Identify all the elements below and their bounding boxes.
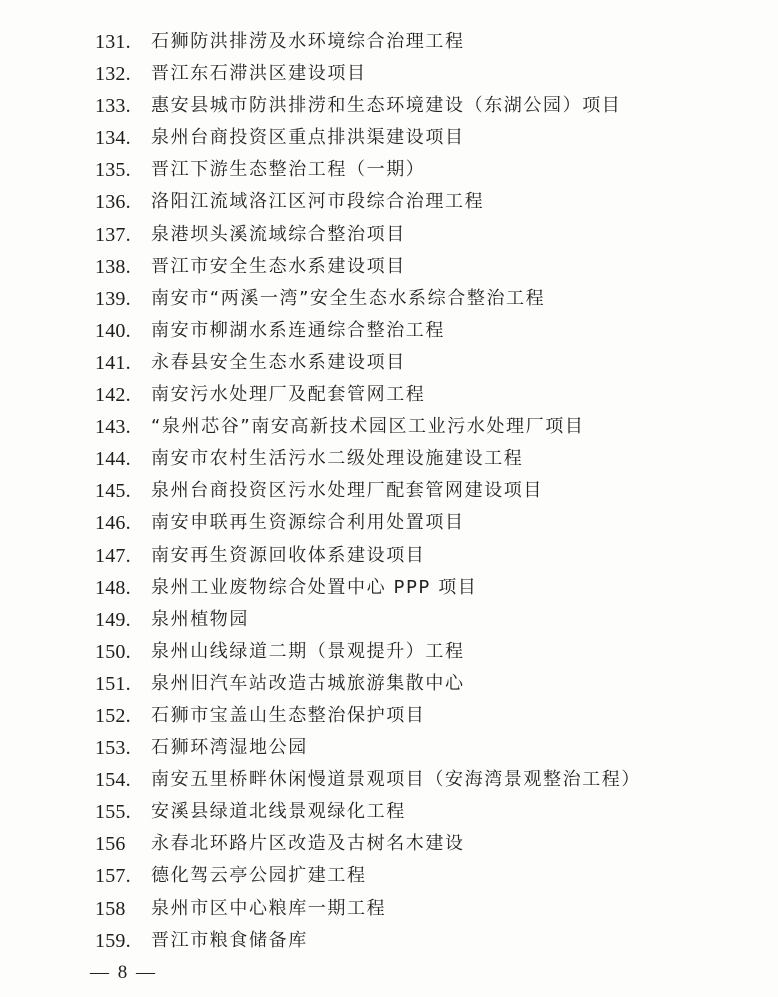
- item-text: 永春北环路片区改造及古树名木建设: [151, 833, 465, 855]
- item-text: 南安市“两溪一湾”安全生态水系综合整治工程: [151, 287, 546, 309]
- list-item: [95, 315, 765, 347]
- page-number: — 8 —: [90, 962, 157, 983]
- item-number: 153.: [95, 737, 131, 760]
- list-item: [95, 379, 765, 411]
- list-item: [95, 251, 765, 283]
- item-text: 泉州市区中心粮库一期工程: [151, 897, 387, 919]
- item-text: 泉州台商投资区重点排洪渠建设项目: [151, 127, 465, 149]
- list-item: [95, 893, 765, 925]
- list-item: [95, 475, 765, 507]
- item-number: 158: [95, 897, 126, 920]
- item-text: 石狮市宝盖山生态整治保护项目: [151, 704, 426, 726]
- list-item: [95, 507, 765, 539]
- list-item: [95, 283, 765, 315]
- item-number: 144.: [95, 448, 131, 471]
- item-number: 140.: [95, 319, 131, 342]
- item-text: 石狮环湾湿地公园: [151, 737, 308, 759]
- item-number: 139.: [95, 287, 131, 310]
- item-number: 138.: [95, 255, 131, 278]
- item-text: 南安申联再生资源综合利用处置项目: [151, 512, 465, 534]
- item-text: 德化驾云亭公园扩建工程: [151, 865, 367, 887]
- item-number: 136.: [95, 191, 131, 214]
- item-text: 南安市农村生活污水二级处理设施建设工程: [151, 448, 524, 470]
- item-number: 147.: [95, 544, 131, 567]
- list-item: [95, 572, 765, 604]
- item-text: “泉州芯谷”南安高新技术园区工业污水处理厂项目: [151, 416, 585, 438]
- item-number: 143.: [95, 416, 131, 439]
- list-item: [95, 636, 765, 668]
- item-text: 安溪县绿道北线景观绿化工程: [151, 801, 406, 823]
- item-text: 洛阳江流域洛江区河市段综合治理工程: [151, 191, 485, 213]
- item-text: 永春县安全生态水系建设项目: [151, 351, 406, 373]
- list-item: [95, 347, 765, 379]
- project-list: [95, 26, 765, 957]
- list-item: [95, 540, 765, 572]
- item-number: 152.: [95, 704, 131, 727]
- item-text: 泉州山线绿道二期（景观提升）工程: [151, 640, 465, 662]
- item-text: 南安五里桥畔休闲慢道景观项目（安海湾景观整治工程）: [151, 769, 641, 791]
- item-number: 133.: [95, 95, 131, 118]
- list-item: [95, 796, 765, 828]
- list-item: [95, 90, 765, 122]
- item-number: 149.: [95, 608, 131, 631]
- list-item: [95, 860, 765, 892]
- item-text: 晋江市安全生态水系建设项目: [151, 255, 406, 277]
- item-number: 157.: [95, 865, 131, 888]
- item-number: 135.: [95, 159, 131, 182]
- item-text: 惠安县城市防洪排涝和生态环境建设（东湖公园）项目: [151, 95, 622, 117]
- list-item: [95, 219, 765, 251]
- list-item: [95, 668, 765, 700]
- item-number: 146.: [95, 512, 131, 535]
- item-number: 141.: [95, 351, 131, 374]
- item-text: 石狮防洪排涝及水环境综合治理工程: [151, 31, 465, 52]
- item-text: 南安再生资源回收体系建设项目: [151, 544, 426, 566]
- list-item: [95, 154, 765, 186]
- list-item: [95, 186, 765, 218]
- item-number: 148.: [95, 576, 131, 599]
- item-text: 泉州台商投资区污水处理厂配套管网建设项目: [151, 480, 543, 502]
- item-number: 137.: [95, 223, 131, 246]
- list-item: [95, 925, 765, 957]
- list-item: [95, 411, 765, 443]
- item-text: 泉港坝头溪流域综合整治项目: [151, 223, 406, 245]
- list-item: [95, 764, 765, 796]
- item-number: 156: [95, 833, 126, 856]
- item-text: 晋江下游生态整治工程（一期）: [151, 159, 426, 181]
- item-number: 134.: [95, 127, 131, 150]
- item-number: 132.: [95, 63, 131, 86]
- item-text: 泉州工业废物综合处置中心 PPP 项目: [151, 576, 478, 598]
- list-item: [95, 604, 765, 636]
- list-item: [95, 732, 765, 764]
- item-text: 南安市柳湖水系连通综合整治工程: [151, 319, 445, 341]
- list-item: [95, 828, 765, 860]
- item-number: 155.: [95, 801, 131, 824]
- item-number: 145.: [95, 480, 131, 503]
- list-item: [95, 26, 765, 58]
- item-text: 晋江东石滞洪区建设项目: [151, 63, 367, 85]
- list-item: [95, 443, 765, 475]
- list-item: [95, 122, 765, 154]
- item-number: 131.: [95, 31, 131, 53]
- item-text: 南安污水处理厂及配套管网工程: [151, 384, 426, 406]
- list-item: [95, 58, 765, 90]
- item-number: 154.: [95, 769, 131, 792]
- item-text: 泉州植物园: [151, 608, 249, 630]
- item-text: 泉州旧汽车站改造古城旅游集散中心: [151, 672, 465, 694]
- item-number: 159.: [95, 929, 131, 952]
- item-number: 150.: [95, 640, 131, 663]
- list-item: [95, 700, 765, 732]
- item-number: 151.: [95, 672, 131, 695]
- item-number: 142.: [95, 384, 131, 407]
- item-text: 晋江市粮食储备库: [151, 929, 308, 951]
